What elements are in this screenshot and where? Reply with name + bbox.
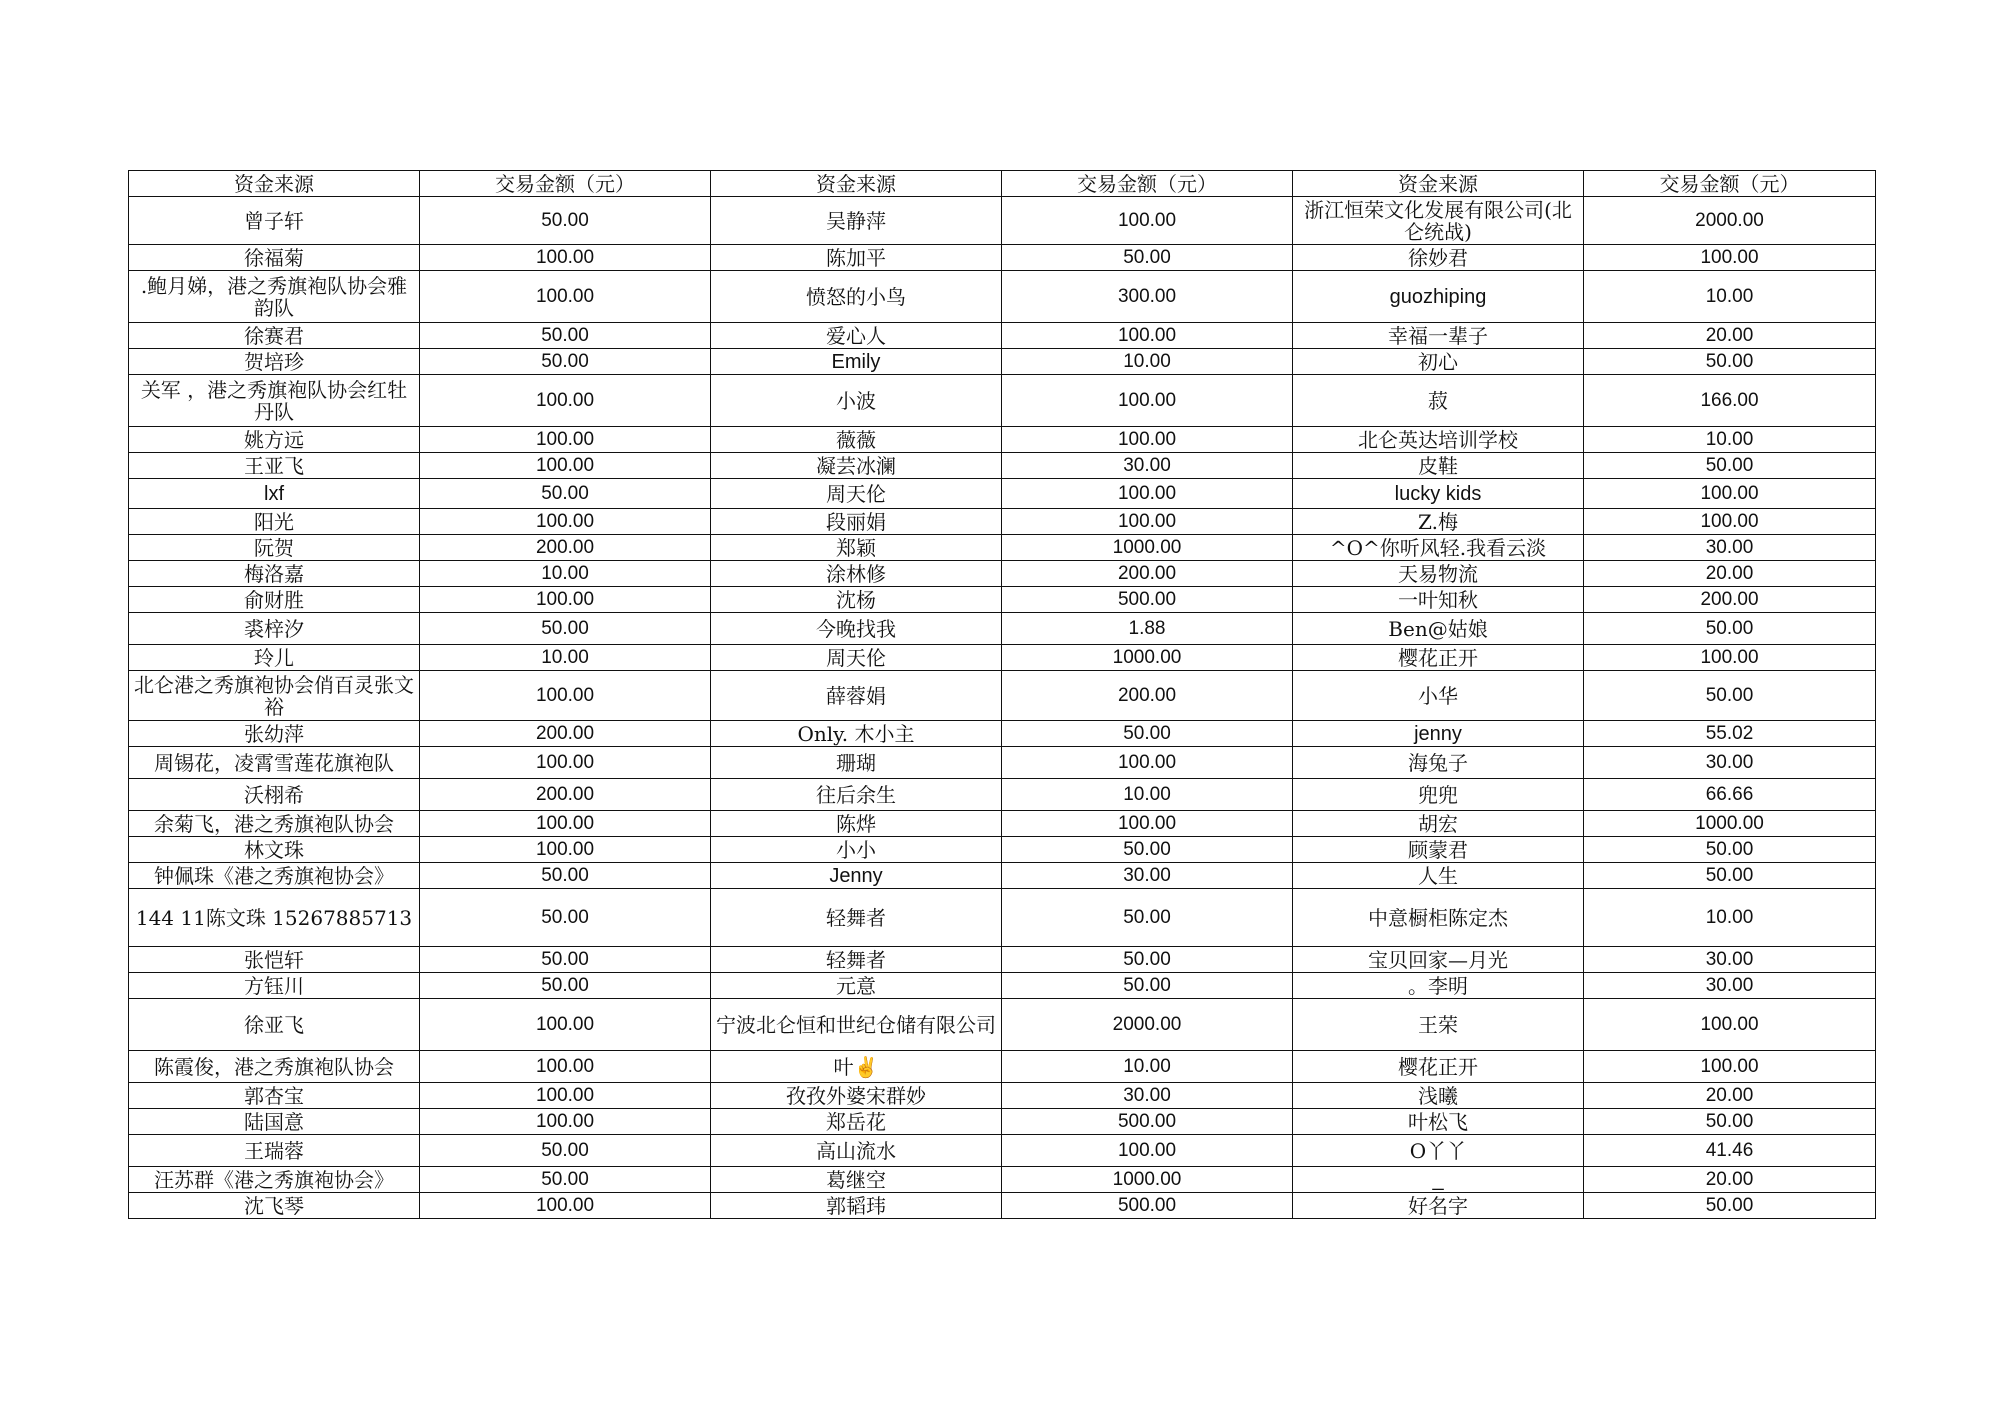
cell-amount-3: 10.00: [1584, 889, 1876, 947]
cell-source-2: 轻舞者: [711, 889, 1002, 947]
table-row: [129, 999, 1876, 1051]
cell-source-1: 姚方远: [129, 427, 420, 453]
cell-amount-1: 50.00: [420, 197, 711, 245]
cell-source-3: 幸福一辈子: [1293, 323, 1584, 349]
cell-amount-2: 1.88: [1002, 613, 1293, 645]
cell-amount-3: 10.00: [1584, 427, 1876, 453]
cell-amount-2: 200.00: [1002, 671, 1293, 721]
cell-source-1: 王亚飞: [129, 453, 420, 479]
cell-amount-1: 50.00: [420, 1135, 711, 1167]
cell-amount-3: 66.66: [1584, 779, 1876, 811]
table-row: [129, 453, 1876, 479]
cell-amount-3: 20.00: [1584, 323, 1876, 349]
cell-amount-1: 100.00: [420, 1193, 711, 1219]
cell-source-1: 玲儿: [129, 645, 420, 671]
cell-amount-2: 100.00: [1002, 811, 1293, 837]
table-row: [129, 1135, 1876, 1167]
table-row: [129, 671, 1876, 721]
cell-amount-2: 100.00: [1002, 1135, 1293, 1167]
cell-source-3: 皮鞋: [1293, 453, 1584, 479]
cell-amount-2: 100.00: [1002, 197, 1293, 245]
cell-source-1: 余菊飞，港之秀旗袍队协会: [129, 811, 420, 837]
cell-source-3: 樱花正开: [1293, 645, 1584, 671]
cell-amount-2: 10.00: [1002, 779, 1293, 811]
header-source-2: 资金来源: [711, 171, 1002, 197]
cell-amount-1: 100.00: [420, 1083, 711, 1109]
cell-source-2: 凝芸冰澜: [711, 453, 1002, 479]
cell-amount-2: 100.00: [1002, 747, 1293, 779]
cell-amount-2: 30.00: [1002, 453, 1293, 479]
cell-amount-2: 1000.00: [1002, 1167, 1293, 1193]
table-row: [129, 863, 1876, 889]
cell-amount-1: 200.00: [420, 535, 711, 561]
table-row: [129, 245, 1876, 271]
table-row: [129, 561, 1876, 587]
cell-source-1: 贺培珍: [129, 349, 420, 375]
cell-amount-3: 30.00: [1584, 747, 1876, 779]
cell-amount-2: 500.00: [1002, 1109, 1293, 1135]
cell-source-2: Only. 木小主: [711, 721, 1002, 747]
cell-source-1: 144 11陈文珠 15267885713: [129, 889, 420, 947]
table-row: [129, 889, 1876, 947]
cell-amount-3: 20.00: [1584, 1083, 1876, 1109]
cell-amount-1: 100.00: [420, 587, 711, 613]
cell-amount-3: 20.00: [1584, 561, 1876, 587]
cell-amount-1: 200.00: [420, 721, 711, 747]
header-source-3: 资金来源: [1293, 171, 1584, 197]
cell-source-3: 好名字: [1293, 1193, 1584, 1219]
cell-amount-1: 50.00: [420, 973, 711, 999]
cell-source-1: lxf: [129, 479, 420, 509]
cell-amount-3: 30.00: [1584, 947, 1876, 973]
cell-source-2: 宁波北仑恒和世纪仓储有限公司: [711, 999, 1002, 1051]
cell-source-3: 浅曦: [1293, 1083, 1584, 1109]
cell-source-3: 胡宏: [1293, 811, 1584, 837]
cell-amount-1: 100.00: [420, 271, 711, 323]
cell-source-3: 王荣: [1293, 999, 1584, 1051]
cell-source-2: 愤怒的小鸟: [711, 271, 1002, 323]
cell-amount-1: 100.00: [420, 427, 711, 453]
cell-source-3: 天易物流: [1293, 561, 1584, 587]
table-row: [129, 271, 1876, 323]
table-row: [129, 811, 1876, 837]
cell-amount-3: 50.00: [1584, 837, 1876, 863]
table-row: [129, 1051, 1876, 1083]
header-row: [129, 171, 1876, 197]
cell-source-1: 郭杏宝: [129, 1083, 420, 1109]
cell-amount-2: 50.00: [1002, 947, 1293, 973]
cell-source-1: 梅洛嘉: [129, 561, 420, 587]
cell-source-1: 阳光: [129, 509, 420, 535]
cell-source-2: 郑颖: [711, 535, 1002, 561]
cell-source-2: 小波: [711, 375, 1002, 427]
cell-amount-2: 50.00: [1002, 721, 1293, 747]
table-row: [129, 947, 1876, 973]
cell-amount-3: 100.00: [1584, 1051, 1876, 1083]
cell-source-1: 阮贺: [129, 535, 420, 561]
cell-amount-1: 50.00: [420, 889, 711, 947]
cell-source-2: Emily: [711, 349, 1002, 375]
cell-amount-1: 100.00: [420, 747, 711, 779]
cell-source-1: 沃栩希: [129, 779, 420, 811]
cell-source-1: 陈霞俊，港之秀旗袍队协会: [129, 1051, 420, 1083]
table-row: [129, 721, 1876, 747]
cell-amount-2: 50.00: [1002, 973, 1293, 999]
cell-source-3: 人生: [1293, 863, 1584, 889]
table-row: [129, 349, 1876, 375]
cell-amount-1: 50.00: [420, 863, 711, 889]
table-row: [129, 427, 1876, 453]
cell-amount-1: 50.00: [420, 613, 711, 645]
cell-source-1: 俞财胜: [129, 587, 420, 613]
table-row: [129, 323, 1876, 349]
cell-amount-2: 100.00: [1002, 427, 1293, 453]
cell-source-1: 徐亚飞: [129, 999, 420, 1051]
cell-amount-3: 100.00: [1584, 479, 1876, 509]
table-row: [129, 779, 1876, 811]
cell-source-3: 顾蒙君: [1293, 837, 1584, 863]
cell-amount-2: 100.00: [1002, 479, 1293, 509]
cell-source-2: 薇薇: [711, 427, 1002, 453]
cell-amount-1: 100.00: [420, 1109, 711, 1135]
cell-amount-3: 50.00: [1584, 453, 1876, 479]
cell-source-1: 钟佩珠《港之秀旗袍协会》: [129, 863, 420, 889]
cell-source-2: 周天伦: [711, 479, 1002, 509]
cell-amount-3: 50.00: [1584, 349, 1876, 375]
table-row: [129, 973, 1876, 999]
cell-amount-2: 30.00: [1002, 863, 1293, 889]
cell-amount-2: 500.00: [1002, 1193, 1293, 1219]
cell-amount-3: 50.00: [1584, 671, 1876, 721]
cell-source-3: Z.梅: [1293, 509, 1584, 535]
cell-source-3: 北仑英达培训学校: [1293, 427, 1584, 453]
cell-source-3: jenny: [1293, 721, 1584, 747]
header-source-1: 资金来源: [129, 171, 420, 197]
cell-amount-3: 41.46: [1584, 1135, 1876, 1167]
cell-source-3: 。李明: [1293, 973, 1584, 999]
table-row: [129, 613, 1876, 645]
cell-amount-3: 50.00: [1584, 863, 1876, 889]
cell-source-2: 吴静萍: [711, 197, 1002, 245]
cell-amount-2: 100.00: [1002, 375, 1293, 427]
cell-amount-3: 20.00: [1584, 1167, 1876, 1193]
table-row: [129, 1083, 1876, 1109]
cell-amount-3: 55.02: [1584, 721, 1876, 747]
cell-amount-1: 50.00: [420, 947, 711, 973]
cell-source-3: Ben@姑娘: [1293, 613, 1584, 645]
cell-source-1: 关军 ，港之秀旗袍队协会红牡丹队: [129, 375, 420, 427]
cell-amount-2: 1000.00: [1002, 535, 1293, 561]
cell-amount-2: 10.00: [1002, 1051, 1293, 1083]
cell-amount-1: 100.00: [420, 999, 711, 1051]
cell-source-1: 陆国意: [129, 1109, 420, 1135]
cell-amount-2: 1000.00: [1002, 645, 1293, 671]
table-row: [129, 1193, 1876, 1219]
cell-amount-3: 1000.00: [1584, 811, 1876, 837]
cell-amount-3: 50.00: [1584, 1193, 1876, 1219]
cell-amount-1: 50.00: [420, 1167, 711, 1193]
cell-source-3: 宝贝回家—月光: [1293, 947, 1584, 973]
cell-amount-3: 100.00: [1584, 999, 1876, 1051]
cell-source-3: 樱花正开: [1293, 1051, 1584, 1083]
cell-source-1: 北仑港之秀旗袍协会俏百灵张文裕: [129, 671, 420, 721]
cell-amount-1: 200.00: [420, 779, 711, 811]
table-row: [129, 645, 1876, 671]
cell-source-1: 林文珠: [129, 837, 420, 863]
cell-amount-2: 100.00: [1002, 323, 1293, 349]
cell-source-1: 徐赛君: [129, 323, 420, 349]
cell-source-1: 汪苏群《港之秀旗袍协会》: [129, 1167, 420, 1193]
cell-source-2: 珊瑚: [711, 747, 1002, 779]
cell-amount-3: 30.00: [1584, 535, 1876, 561]
cell-source-2: 薛蓉娟: [711, 671, 1002, 721]
cell-amount-2: 30.00: [1002, 1083, 1293, 1109]
cell-source-2: 小小: [711, 837, 1002, 863]
cell-amount-3: 2000.00: [1584, 197, 1876, 245]
cell-source-3: 兜兜: [1293, 779, 1584, 811]
cell-amount-2: 50.00: [1002, 837, 1293, 863]
cell-source-2: 元意: [711, 973, 1002, 999]
header-amount-3: 交易金额（元）: [1584, 171, 1876, 197]
cell-source-2: 沈杨: [711, 587, 1002, 613]
cell-source-3: guozhiping: [1293, 271, 1584, 323]
cell-source-1: 方钰川: [129, 973, 420, 999]
cell-source-3: 叶松飞: [1293, 1109, 1584, 1135]
cell-source-3: 浙江恒荣文化发展有限公司(北仑统战): [1293, 197, 1584, 245]
cell-source-2: 今晚找我: [711, 613, 1002, 645]
cell-amount-3: 50.00: [1584, 613, 1876, 645]
table-row: [129, 479, 1876, 509]
cell-source-2: 陈加平: [711, 245, 1002, 271]
cell-source-3: O丫丫: [1293, 1135, 1584, 1167]
cell-source-1: 张恺轩: [129, 947, 420, 973]
cell-source-2: 涂林修: [711, 561, 1002, 587]
cell-amount-3: 50.00: [1584, 1109, 1876, 1135]
cell-source-2: 葛继空: [711, 1167, 1002, 1193]
cell-source-2: 陈烨: [711, 811, 1002, 837]
cell-source-3: 海兔子: [1293, 747, 1584, 779]
cell-source-3: 中意橱柜陈定杰: [1293, 889, 1584, 947]
cell-source-2: 郭韬玮: [711, 1193, 1002, 1219]
cell-source-2: 叶✌: [711, 1051, 1002, 1083]
cell-amount-1: 100.00: [420, 671, 711, 721]
cell-source-1: 曾子轩: [129, 197, 420, 245]
table-row: [129, 1109, 1876, 1135]
cell-source-1: 张幼萍: [129, 721, 420, 747]
cell-amount-1: 10.00: [420, 561, 711, 587]
table-row: [129, 837, 1876, 863]
cell-amount-1: 50.00: [420, 349, 711, 375]
cell-source-1: 周锡花，凌霄雪莲花旗袍队: [129, 747, 420, 779]
cell-source-2: Jenny: [711, 863, 1002, 889]
donation-table: [128, 170, 1876, 1219]
cell-source-1: .鲍月娣，港之秀旗袍队协会雅韵队: [129, 271, 420, 323]
cell-source-1: 徐福菊: [129, 245, 420, 271]
cell-source-2: 孜孜外婆宋群妙: [711, 1083, 1002, 1109]
cell-source-3: 一叶知秋: [1293, 587, 1584, 613]
table-row: [129, 747, 1876, 779]
cell-source-2: 爱心人: [711, 323, 1002, 349]
cell-amount-3: 10.00: [1584, 271, 1876, 323]
cell-source-2: 段丽娟: [711, 509, 1002, 535]
cell-amount-2: 100.00: [1002, 509, 1293, 535]
cell-source-2: 郑岳花: [711, 1109, 1002, 1135]
cell-amount-2: 500.00: [1002, 587, 1293, 613]
cell-source-3: 菽: [1293, 375, 1584, 427]
cell-amount-2: 50.00: [1002, 245, 1293, 271]
cell-source-3: ^O^你听风轻.我看云淡: [1293, 535, 1584, 561]
cell-source-2: 轻舞者: [711, 947, 1002, 973]
cell-amount-2: 2000.00: [1002, 999, 1293, 1051]
table-row: [129, 1167, 1876, 1193]
cell-amount-2: 200.00: [1002, 561, 1293, 587]
header-amount-2: 交易金额（元）: [1002, 171, 1293, 197]
table-row: [129, 509, 1876, 535]
cell-source-1: 沈飞琴: [129, 1193, 420, 1219]
cell-amount-2: 50.00: [1002, 889, 1293, 947]
cell-amount-1: 50.00: [420, 323, 711, 349]
cell-amount-3: 100.00: [1584, 645, 1876, 671]
cell-amount-1: 100.00: [420, 509, 711, 535]
cell-amount-2: 10.00: [1002, 349, 1293, 375]
cell-source-3: _: [1293, 1167, 1584, 1193]
cell-amount-1: 50.00: [420, 479, 711, 509]
cell-source-2: 高山流水: [711, 1135, 1002, 1167]
cell-amount-3: 200.00: [1584, 587, 1876, 613]
cell-amount-3: 100.00: [1584, 245, 1876, 271]
table-row: [129, 375, 1876, 427]
cell-amount-3: 166.00: [1584, 375, 1876, 427]
cell-amount-1: 100.00: [420, 453, 711, 479]
table-row: [129, 587, 1876, 613]
cell-source-2: 周天伦: [711, 645, 1002, 671]
cell-amount-2: 300.00: [1002, 271, 1293, 323]
cell-amount-1: 100.00: [420, 375, 711, 427]
cell-amount-3: 100.00: [1584, 509, 1876, 535]
cell-amount-1: 10.00: [420, 645, 711, 671]
cell-source-2: 往后余生: [711, 779, 1002, 811]
cell-amount-1: 100.00: [420, 245, 711, 271]
table-row: [129, 535, 1876, 561]
cell-amount-3: 30.00: [1584, 973, 1876, 999]
cell-amount-1: 100.00: [420, 811, 711, 837]
cell-source-1: 裘梓汐: [129, 613, 420, 645]
cell-source-1: 王瑞蓉: [129, 1135, 420, 1167]
cell-amount-1: 100.00: [420, 1051, 711, 1083]
cell-source-3: 小华: [1293, 671, 1584, 721]
table-body: [129, 197, 1876, 1219]
cell-source-3: lucky kids: [1293, 479, 1584, 509]
cell-amount-1: 100.00: [420, 837, 711, 863]
cell-source-3: 初心: [1293, 349, 1584, 375]
header-amount-1: 交易金额（元）: [420, 171, 711, 197]
table-row: [129, 197, 1876, 245]
cell-source-3: 徐妙君: [1293, 245, 1584, 271]
